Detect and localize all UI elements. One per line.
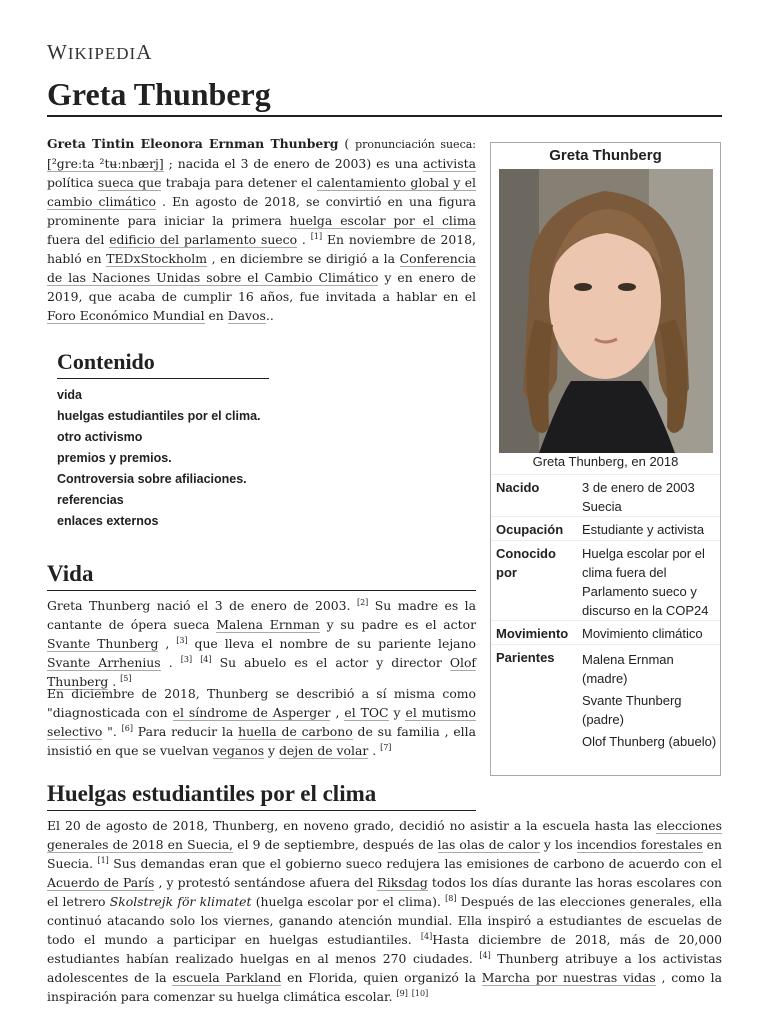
link[interactable]: calentamiento global y el cambio climático	[47, 175, 476, 209]
relative-link[interactable]: Malena Ernman (madre)	[582, 652, 674, 686]
link[interactable]: Svante Thunberg	[47, 636, 159, 651]
link[interactable]: el TOC	[344, 705, 389, 720]
infobox-label: Parientes	[496, 650, 555, 665]
wordmark-letter: W	[47, 40, 68, 64]
link[interactable]: sueca que	[97, 175, 162, 190]
citation[interactable]: [7]	[380, 742, 392, 752]
link[interactable]: huelga escolar por el clima	[289, 213, 476, 228]
toc-item[interactable]: huelgas estudiantiles por el clima.	[57, 409, 261, 423]
huelgas-paragraph: El 20 de agosto de 2018, Thunberg, en noveno grado, decidió no asistir a la escuela hasta las elecciones generales de 2018 en Suecia, el 9 de septiembre, después de las olas de calor y los incendios forestales en Suecia. [1] Sus demandas eran que el gobierno sueco redujera las emisiones de carbono de acuerdo con el Acuerdo de París , y protestó sentándose afuera del Riksdag todos los días durante las horas escolares con el letrero Skolstrejk för klimatet (huelga escolar por el clima). [8] Después de las elecciones generales, ella continuó atacando solo los viernes, ganando atención mundial. Ella inspiró a estudiantes de escuelas de todo el mundo a participar en huelgas estudiantiles. [4]Hasta diciembre de 2018, más de 20,000 estudiantes habían realizado huelgas en al menos 270 ciudades. [4] Thunberg atribuye a los activistas adolescentes de la escuela Parkland en Florida, quien organizó la Marcha por nuestras vidas , como la inspiración para comenzar su huelga climática escolar. [9] [10]	[47, 818, 723, 1004]
link[interactable]: TEDxStockholm	[106, 251, 207, 266]
infobox-value: Huelga escolar por el clima fuera del Parlamento sueco y discurso en la COP24	[582, 546, 709, 618]
link[interactable]: veganos	[212, 743, 265, 758]
link[interactable]: Malena Ernman	[216, 617, 320, 632]
link[interactable]: Riksdag	[377, 875, 428, 890]
wikipedia-wordmark[interactable]	[47, 40, 152, 65]
infobox-value: 3 de enero de 2003 Suecia	[582, 480, 695, 514]
toc-item[interactable]: vida	[57, 388, 83, 402]
citation[interactable]: [2]	[356, 597, 369, 607]
infobox-row-ocupacion	[491, 516, 720, 540]
sign-text: Skolstrejk för klimatet	[109, 894, 252, 909]
relative-link[interactable]: Svante Thunberg (padre)	[582, 693, 682, 727]
lead-paragraph: Greta Tintin Eleonora Ernman Thunberg ( pronunciación sueca: [²greːta ²tʉːnbærj] ; nacida el 3 de enero de 2003) es una activista política sueca que trabaja para detener el calentamiento global y el cambio climático . En agosto de 2018, se convirtió en una figura prominente para iniciar la primera huelga escolar por el clima fuera del edificio del parlamento sueco . [1] En noviembre de 2018, habló en TEDxStockholm , en diciembre se dirigió a la Conferencia de las Naciones Unidas sobre el Cambio Climático y en enero de 2019, que acaba de cumplir 16 años, fue invitada a hablar en el Foro Económico Mundial en Davos..	[47, 136, 477, 323]
link[interactable]: Acuerdo de París	[47, 875, 155, 890]
vida-paragraph-1: Greta Thunberg nació el 3 de enero de 2003. [2] Su madre es la cantante de ópera sueca Malena Ernman y su padre es el actor Svante Thunberg , [3] que lleva el nombre de su pariente lejano Svante Arrhenius . [3] [4] Su abuelo es el actor y director Olof Thunberg . [5]	[47, 597, 477, 689]
citation[interactable]: [4]	[200, 654, 212, 664]
link[interactable]: Foro Económico Mundial	[47, 308, 205, 323]
page-title: Greta Thunberg	[47, 74, 722, 117]
link[interactable]: Conferencia de las Naciones Unidas sobre el Cambio Climático	[47, 251, 477, 285]
infobox-label: Conocido por	[496, 546, 556, 580]
wordmark-letters: IKIPEDI	[67, 44, 137, 63]
section-heading-vida: Vida	[47, 559, 476, 591]
pronunciation-label: pronunciación sueca:	[355, 138, 476, 151]
infobox-value: Estudiante y activista	[582, 522, 705, 537]
toc-item[interactable]: Controversia sobre afiliaciones.	[57, 472, 247, 486]
vida-paragraph-2: En diciembre de 2018, Thunberg se describió a sí misma como "diagnosticada con el síndrome de Asperger , el TOC y el mutismo selectivo ". [6] Para reducir la huella de carbono de su familia , ella insistió en que se vuelvan veganos y dejen de volar . [7]	[47, 686, 476, 758]
citation[interactable]: [5]	[120, 673, 132, 683]
wordmark-letter: A	[136, 40, 153, 64]
citation[interactable]: [1]	[310, 231, 323, 241]
infobox-title: Greta Thunberg	[549, 147, 662, 164]
link[interactable]: el síndrome de Asperger	[172, 705, 331, 720]
link[interactable]: edificio del parlamento sueco	[109, 232, 298, 247]
infobox-label: Movimiento	[496, 626, 569, 641]
infobox-caption: Greta Thunberg, en 2018	[532, 454, 679, 469]
section-heading-huelgas: Huelgas estudiantiles por el clima	[47, 779, 476, 811]
link[interactable]: Marcha por nuestras vidas	[481, 970, 656, 985]
ipa-link[interactable]: [²greːta ²tʉːnbærj]	[47, 156, 164, 171]
link[interactable]: incendios forestales	[576, 837, 703, 852]
table-of-contents	[57, 346, 269, 532]
toc-item[interactable]: enlaces externos	[57, 514, 159, 528]
citation[interactable]: [3]	[176, 635, 188, 645]
link[interactable]: elecciones generales de 2018 en Suecia,	[47, 818, 722, 852]
citation[interactable]: [1]	[97, 855, 109, 865]
relative-link[interactable]: Olof Thunberg (abuelo)	[582, 734, 717, 749]
citation[interactable]: [4]	[420, 931, 433, 941]
infobox-value: Movimiento climático	[582, 626, 703, 641]
portrait-photo[interactable]	[499, 169, 713, 453]
citation[interactable]: [6]	[121, 723, 133, 733]
toc-heading: Contenido	[57, 346, 269, 379]
infobox	[490, 142, 721, 776]
link[interactable]: Olof Thunberg	[47, 655, 476, 689]
link[interactable]: el mutismo selectivo	[47, 705, 476, 739]
citation[interactable]: [8]	[445, 893, 457, 903]
portrait-illustration	[499, 169, 713, 453]
citation[interactable]: [10]	[411, 988, 429, 998]
link[interactable]: Svante Arrhenius	[47, 655, 161, 670]
infobox-value	[582, 650, 717, 751]
subject-name: Greta Tintin Eleonora Ernman Thunberg	[47, 136, 339, 151]
toc-item[interactable]: premios y premios.	[57, 451, 172, 465]
infobox-row-conocido	[491, 540, 720, 621]
infobox-label: Ocupación	[496, 522, 564, 537]
link[interactable]: activista	[423, 156, 476, 171]
toc-item[interactable]: otro activismo	[57, 430, 143, 444]
citation[interactable]: [3]	[180, 654, 193, 664]
link[interactable]: Davos	[227, 308, 266, 323]
toc-item[interactable]: referencias	[57, 493, 124, 507]
citation[interactable]: [4]	[479, 950, 491, 960]
link[interactable]: escuela Parkland	[172, 970, 282, 985]
infobox-row-movimiento	[491, 620, 720, 645]
infobox-label: Nacido	[496, 480, 540, 495]
link[interactable]: las olas de calor	[437, 837, 540, 852]
link[interactable]: huella de carbono	[238, 724, 353, 739]
link[interactable]: dejen de volar	[278, 743, 369, 758]
infobox-row-parientes	[491, 644, 720, 773]
citation[interactable]: [9]	[396, 988, 408, 998]
